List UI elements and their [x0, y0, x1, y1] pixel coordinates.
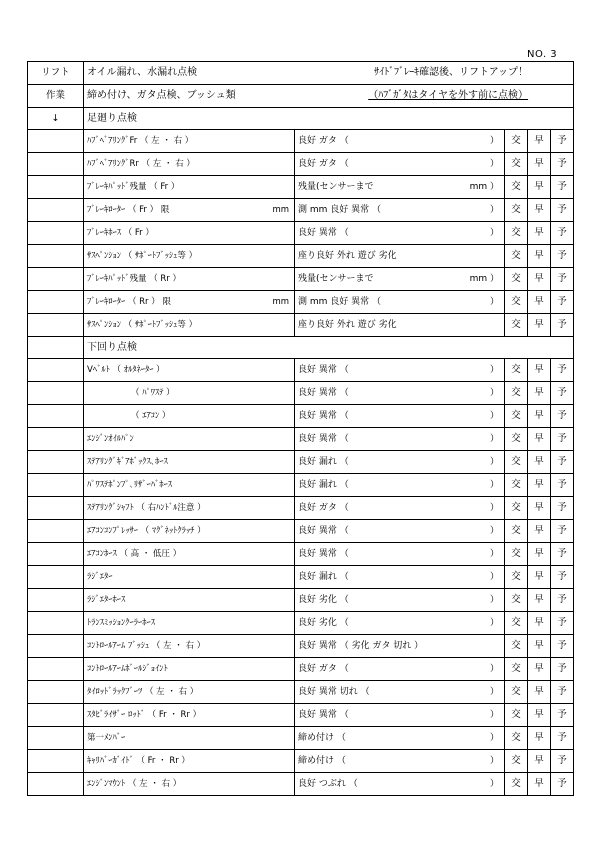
mark-reserve[interactable]: 予: [551, 589, 574, 612]
condition-cell: [295, 382, 505, 405]
item-name-cell: [84, 245, 295, 268]
mark-replace[interactable]: 交: [505, 153, 528, 176]
mark-replace[interactable]: 交: [505, 727, 528, 750]
checklist-row: [28, 773, 574, 796]
item-name-cell: [84, 199, 295, 222]
mark-early[interactable]: 早: [528, 314, 551, 337]
condition-cell: [295, 268, 505, 291]
item-name: ﾊﾌﾞﾍﾞｱﾘﾝｸﾞRr （ 左 ・ 右 ）: [87, 158, 195, 169]
condition-text: 良好 ガタ （: [298, 158, 349, 169]
condition-text: 測 mm 良好 異常 （: [298, 204, 381, 215]
condition-cell: [295, 520, 505, 543]
condition-cell: [295, 291, 505, 314]
mark-reserve[interactable]: 予: [551, 635, 574, 658]
condition-text: 締め付け （: [298, 755, 346, 766]
row-label-cell: [28, 337, 84, 359]
mark-reserve[interactable]: 予: [551, 199, 574, 222]
mark-early[interactable]: 早: [528, 773, 551, 796]
mark-reserve[interactable]: 予: [551, 405, 574, 428]
checklist-row: [28, 681, 574, 704]
row-label-cell: [28, 451, 84, 474]
mark-early[interactable]: 早: [528, 727, 551, 750]
checklist-row: [28, 750, 574, 773]
item-name: ｽﾀﾋﾞﾗｲｻﾞｰ ﾛｯﾄﾞ （ Fr ・ Rr ）: [87, 709, 202, 720]
item-name: ｴﾝｼﾞﾝｵｲﾙﾊﾟﾝ: [87, 433, 134, 444]
inspection-sheet: [27, 61, 574, 796]
condition-text: 良好 異常 （: [298, 410, 349, 421]
row-label-cell: [28, 612, 84, 635]
mark-replace[interactable]: 交: [505, 589, 528, 612]
checklist-row: [28, 543, 574, 566]
mark-early[interactable]: 早: [528, 589, 551, 612]
condition-close: ）: [489, 433, 499, 444]
condition-text: 良好 異常 （: [298, 364, 349, 375]
item-name: ﾊﾟﾜｽﾃﾎﾟﾝﾌﾟ､ﾘｻﾞｰﾊﾞﾎｰｽ: [87, 479, 173, 490]
row-label-cell: [28, 176, 84, 199]
mark-replace[interactable]: 交: [505, 474, 528, 497]
mark-reserve[interactable]: 予: [551, 543, 574, 566]
item-name-cell: [84, 635, 295, 658]
checklist-row: [28, 153, 574, 176]
condition-text: 良好 劣化 （: [298, 594, 349, 605]
row-label-cell: [28, 291, 84, 314]
mark-replace[interactable]: 交: [505, 222, 528, 245]
item-name-cell: [84, 612, 295, 635]
condition-close: ）: [489, 456, 499, 467]
row-label-cell: [28, 727, 84, 750]
mark-reserve[interactable]: 予: [551, 727, 574, 750]
condition-cell: [295, 222, 505, 245]
mark-early[interactable]: 早: [528, 704, 551, 727]
section-row-shitamawari: [28, 337, 574, 359]
condition-cell: [295, 474, 505, 497]
row-label-cell: [28, 222, 84, 245]
condition-cell: [295, 359, 505, 382]
mark-early[interactable]: 早: [528, 382, 551, 405]
checklist-row: [28, 314, 574, 337]
mark-reserve[interactable]: 予: [551, 704, 574, 727]
item-name-cell: [84, 359, 295, 382]
condition-close: ）: [489, 296, 499, 307]
condition-text: 良好 異常 （: [298, 433, 349, 444]
condition-text: 締め付け （: [298, 732, 346, 743]
row-label-cell: [28, 681, 84, 704]
condition-text: 良好 ガタ （: [298, 135, 349, 146]
mark-early[interactable]: 早: [528, 474, 551, 497]
row-label-cell: [28, 704, 84, 727]
header-label: リフト: [28, 62, 84, 85]
item-name-cell: [84, 704, 295, 727]
checklist-row: [28, 566, 574, 589]
condition-close: ）: [489, 227, 499, 238]
mark-early[interactable]: 早: [528, 153, 551, 176]
mark-reserve[interactable]: 予: [551, 428, 574, 451]
condition-close: ）: [489, 617, 499, 628]
item-name-cell: [84, 750, 295, 773]
item-name-cell: [84, 474, 295, 497]
mark-early[interactable]: 早: [528, 405, 551, 428]
condition-text: 残量(センサーまで: [298, 181, 374, 192]
checklist-row: [28, 222, 574, 245]
condition-close: ）: [489, 158, 499, 169]
item-name: ｻｽﾍﾟﾝｼｮﾝ （ ｻﾎﾟｰﾄﾌﾞｯｼｭ等 ）: [87, 250, 198, 261]
item-name-cell: [84, 314, 295, 337]
checklist-row: [28, 497, 574, 520]
item-name: ｽﾃｱﾘﾝｸﾞｼｬﾌﾄ （ 右ﾊﾝﾄﾞﾙ注意 ）: [87, 502, 206, 513]
row-label-cell: [28, 130, 84, 153]
condition-close: ）: [489, 479, 499, 490]
mark-early[interactable]: 早: [528, 681, 551, 704]
mark-reserve[interactable]: 予: [551, 222, 574, 245]
item-name-cell: [84, 589, 295, 612]
item-name-cell: [84, 291, 295, 314]
item-name-cell: [84, 176, 295, 199]
mark-early[interactable]: 早: [528, 612, 551, 635]
mark-early[interactable]: 早: [528, 451, 551, 474]
row-label-cell: [28, 497, 84, 520]
mark-reserve[interactable]: 予: [551, 245, 574, 268]
row-label-cell: [28, 750, 84, 773]
mark-replace[interactable]: 交: [505, 268, 528, 291]
item-name-cell: [84, 405, 295, 428]
header-text-left: 締め付け、ガタ点検、ブッシュ類: [87, 90, 236, 101]
condition-close: ）: [489, 571, 499, 582]
row-label-cell: [28, 359, 84, 382]
mark-early[interactable]: 早: [528, 268, 551, 291]
mark-reserve[interactable]: 予: [551, 130, 574, 153]
mark-replace[interactable]: 交: [505, 681, 528, 704]
item-name: ｻｽﾍﾟﾝｼｮﾝ （ ｻﾎﾟｰﾄﾌﾞｯｼｭ等 ）: [87, 319, 198, 330]
item-name: ﾗｼﾞｴﾀｰﾎｰｽ: [87, 594, 126, 605]
item-name-cell: [84, 681, 295, 704]
condition-text: 測 mm 良好 異常 （: [298, 296, 381, 307]
item-name-cell: [84, 451, 295, 474]
checklist-row: [28, 635, 574, 658]
item-unit: mm: [272, 296, 289, 307]
mark-early[interactable]: 早: [528, 245, 551, 268]
item-name-cell: [84, 543, 295, 566]
item-name-cell: [84, 520, 295, 543]
condition-cell: [295, 589, 505, 612]
checklist-row: [28, 268, 574, 291]
header-text-left: オイル漏れ、水漏れ点検: [87, 67, 198, 78]
checklist-row: [28, 589, 574, 612]
mark-replace[interactable]: 交: [505, 773, 528, 796]
checklist-row: [28, 727, 574, 750]
item-name: ｴﾝｼﾞﾝﾏｳﾝﾄ （ 左 ・ 右 ）: [87, 778, 182, 789]
condition-close: mm ）: [469, 273, 499, 284]
condition-close: ）: [489, 709, 499, 720]
condition-text: 良好 異常 （: [298, 525, 349, 536]
condition-text: 良好 異常 （ 劣化 ガタ 切れ ）: [298, 640, 424, 651]
row-label-cell: [28, 773, 84, 796]
condition-close: ）: [489, 686, 499, 697]
condition-text: 良好 漏れ （: [298, 456, 349, 467]
condition-cell: [295, 566, 505, 589]
item-name: 第一ﾒﾝﾊﾞｰ: [87, 732, 126, 743]
row-label-cell: [28, 428, 84, 451]
condition-text: 良好 異常 （: [298, 227, 349, 238]
condition-cell: [295, 704, 505, 727]
row-label-cell: [28, 268, 84, 291]
condition-cell: [295, 612, 505, 635]
condition-cell: [295, 773, 505, 796]
mark-replace[interactable]: 交: [505, 543, 528, 566]
condition-text: 良好 劣化 （: [298, 617, 349, 628]
mark-replace[interactable]: 交: [505, 176, 528, 199]
mark-replace[interactable]: 交: [505, 566, 528, 589]
condition-text: 良好 異常 （: [298, 387, 349, 398]
mark-reserve[interactable]: 予: [551, 681, 574, 704]
row-label-cell: [28, 474, 84, 497]
mark-reserve[interactable]: 予: [551, 612, 574, 635]
item-name: ﾌﾞﾚｰｷﾊﾟｯﾄﾞ残量 （ Rr ）: [87, 273, 182, 284]
condition-cell: [295, 727, 505, 750]
condition-cell: [295, 658, 505, 681]
mark-early[interactable]: 早: [528, 428, 551, 451]
item-name: ﾌﾞﾚｰｷﾊﾟｯﾄﾞ残量 （ Fr ）: [87, 181, 180, 192]
item-name-cell: [84, 773, 295, 796]
condition-cell: [295, 130, 505, 153]
mark-reserve[interactable]: 予: [551, 176, 574, 199]
header-row-lift: [28, 62, 574, 85]
row-label-cell: [28, 635, 84, 658]
item-name: ﾌﾞﾚｰｷﾎｰｽ （ Fr ）: [87, 227, 154, 238]
mark-reserve[interactable]: 予: [551, 750, 574, 773]
item-name: （ ｴｱｺﾝ ）: [131, 410, 171, 421]
condition-cell: [295, 750, 505, 773]
checklist-row: [28, 130, 574, 153]
item-name-cell: [84, 222, 295, 245]
condition-close: ）: [489, 755, 499, 766]
item-name: ｴｱｺﾝﾎｰｽ （ 高 ・ 低圧 ）: [87, 548, 182, 559]
item-name-cell: [84, 153, 295, 176]
mark-early[interactable]: 早: [528, 497, 551, 520]
item-name: ｺﾝﾄﾛｰﾙｱｰﾑ ﾌﾞｯｼｭ （ 左 ・ 右 ）: [87, 640, 206, 651]
condition-cell: [295, 428, 505, 451]
condition-text: 残量(センサーまで: [298, 273, 374, 284]
condition-cell: [295, 245, 505, 268]
mark-reserve[interactable]: 予: [551, 291, 574, 314]
page-number: NO. 3: [527, 49, 558, 60]
header-row-work: [28, 85, 574, 108]
mark-early[interactable]: 早: [528, 658, 551, 681]
condition-cell: [295, 199, 505, 222]
condition-text: 良好 ガタ （: [298, 663, 349, 674]
mark-early[interactable]: 早: [528, 543, 551, 566]
mark-reserve[interactable]: 予: [551, 566, 574, 589]
condition-cell: [295, 497, 505, 520]
mark-reserve[interactable]: 予: [551, 474, 574, 497]
item-name-cell: [84, 566, 295, 589]
mark-replace[interactable]: 交: [505, 497, 528, 520]
header-note: （ﾊﾌﾞｶﾞﾀはタイヤを外す前に点検）: [368, 90, 529, 101]
condition-text: 良好 つぶれ （: [298, 778, 358, 789]
checklist-row: [28, 291, 574, 314]
checklist-row: [28, 405, 574, 428]
mark-reserve[interactable]: 予: [551, 520, 574, 543]
condition-close: ）: [489, 387, 499, 398]
mark-replace[interactable]: 交: [505, 405, 528, 428]
item-name-cell: [84, 658, 295, 681]
mark-replace[interactable]: 交: [505, 635, 528, 658]
item-name: ﾌﾞﾚｰｷﾛｰﾀｰ （ Rr ） 限: [87, 296, 171, 307]
condition-close: ）: [489, 502, 499, 513]
header-label: 作業: [28, 85, 84, 108]
item-name: ﾀｲﾛｯﾄﾞﾗｯｸﾌﾞｰﾂ （ 左 ・ 右 ）: [87, 686, 199, 697]
item-name: ﾊﾌﾞﾍﾞｱﾘﾝｸﾞFr （ 左 ・ 右 ）: [87, 135, 194, 146]
mark-reserve[interactable]: 予: [551, 153, 574, 176]
condition-cell: [295, 451, 505, 474]
checklist-row: [28, 704, 574, 727]
mark-replace[interactable]: 交: [505, 428, 528, 451]
mark-reserve[interactable]: 予: [551, 314, 574, 337]
condition-text: 良好 異常 切れ （: [298, 686, 370, 697]
section-title: 足廻り点検: [84, 108, 574, 130]
mark-reserve[interactable]: 予: [551, 658, 574, 681]
row-label-cell: [28, 245, 84, 268]
condition-text: 良好 異常 （: [298, 709, 349, 720]
checklist-row: [28, 428, 574, 451]
mark-replace[interactable]: 交: [505, 291, 528, 314]
mark-early[interactable]: 早: [528, 291, 551, 314]
section-title: 下回り点検: [84, 337, 574, 359]
mark-replace[interactable]: 交: [505, 314, 528, 337]
mark-early[interactable]: 早: [528, 176, 551, 199]
item-name-cell: [84, 268, 295, 291]
mark-replace[interactable]: 交: [505, 750, 528, 773]
condition-text: 良好 漏れ （: [298, 571, 349, 582]
mark-reserve[interactable]: 予: [551, 382, 574, 405]
item-name-cell: [84, 130, 295, 153]
row-label-cell: [28, 589, 84, 612]
item-name: ｴｱｺﾝｺﾝﾌﾟﾚｯｻｰ （ ﾏｸﾞﾈｯﾄｸﾗｯﾁ ）: [87, 525, 206, 536]
mark-early[interactable]: 早: [528, 520, 551, 543]
down-arrow-icon: ↓: [28, 108, 84, 130]
checklist-row: [28, 176, 574, 199]
condition-cell: [295, 635, 505, 658]
checklist-row: [28, 658, 574, 681]
condition-close: ）: [489, 364, 499, 375]
condition-text: 座り良好 外れ 遊び 劣化: [298, 319, 397, 330]
mark-reserve[interactable]: 予: [551, 268, 574, 291]
header-text-right: ｻｲﾄﾞﾌﾞﾚｰｷ確認後、リフトアップ！: [374, 67, 529, 78]
item-name-cell: [84, 382, 295, 405]
condition-close: ）: [489, 594, 499, 605]
mark-replace[interactable]: 交: [505, 199, 528, 222]
mark-replace[interactable]: 交: [505, 359, 528, 382]
item-name: ﾗｼﾞｴﾀｰ: [87, 571, 113, 582]
condition-cell: [295, 405, 505, 428]
checklist-row: [28, 359, 574, 382]
mark-replace[interactable]: 交: [505, 245, 528, 268]
item-name: ﾄﾗﾝｽﾐｯｼｮﾝｸｰﾗｰﾎｰｽ: [87, 617, 156, 628]
mark-early[interactable]: 早: [528, 222, 551, 245]
mark-early[interactable]: 早: [528, 199, 551, 222]
item-name-cell: [84, 727, 295, 750]
mark-replace[interactable]: 交: [505, 704, 528, 727]
condition-close: ）: [489, 135, 499, 146]
row-label-cell: [28, 520, 84, 543]
mark-replace[interactable]: 交: [505, 520, 528, 543]
condition-text: 良好 ガタ （: [298, 502, 349, 513]
condition-close: ）: [489, 525, 499, 536]
item-name-cell: [84, 428, 295, 451]
condition-text: 座り良好 外れ 遊び 劣化: [298, 250, 397, 261]
mark-replace[interactable]: 交: [505, 130, 528, 153]
mark-early[interactable]: 早: [528, 566, 551, 589]
mark-early[interactable]: 早: [528, 359, 551, 382]
condition-text: 良好 漏れ （: [298, 479, 349, 490]
condition-close: mm ）: [469, 181, 499, 192]
condition-close: ）: [489, 732, 499, 743]
mark-reserve[interactable]: 予: [551, 359, 574, 382]
condition-cell: [295, 314, 505, 337]
mark-replace[interactable]: 交: [505, 658, 528, 681]
item-unit: mm: [272, 204, 289, 215]
row-label-cell: [28, 658, 84, 681]
row-label-cell: [28, 543, 84, 566]
mark-replace[interactable]: 交: [505, 382, 528, 405]
mark-reserve[interactable]: 予: [551, 451, 574, 474]
item-name: ｽﾃｱﾘﾝｸﾞｷﾞｱﾎﾞｯｸｽ､ﾎｰｽ: [87, 456, 168, 467]
condition-close: ）: [489, 410, 499, 421]
checklist-row: [28, 520, 574, 543]
mark-early[interactable]: 早: [528, 750, 551, 773]
mark-early[interactable]: 早: [528, 130, 551, 153]
condition-cell: [295, 176, 505, 199]
checklist-row: [28, 199, 574, 222]
item-name: ﾌﾞﾚｰｷﾛｰﾀｰ （ Fr ） 限: [87, 204, 170, 215]
condition-cell: [295, 543, 505, 566]
mark-replace[interactable]: 交: [505, 451, 528, 474]
item-name: （ ﾊﾟﾜｽﾃ ）: [131, 387, 175, 398]
row-label-cell: [28, 566, 84, 589]
item-name: ｺﾝﾄﾛｰﾙｱｰﾑﾎﾞｰﾙｼﾞｮｲﾝﾄ: [87, 663, 168, 674]
row-label-cell: [28, 153, 84, 176]
section-row-ashimawari: [28, 108, 574, 130]
condition-close: ）: [489, 204, 499, 215]
row-label-cell: [28, 405, 84, 428]
condition-cell: [295, 681, 505, 704]
item-name: ｷｬﾘﾊﾞｰｶﾞｲﾄﾞ （ Fr ・ Rr ）: [87, 755, 190, 766]
row-label-cell: [28, 382, 84, 405]
condition-text: 良好 異常 （: [298, 548, 349, 559]
checklist-row: [28, 612, 574, 635]
mark-early[interactable]: 早: [528, 635, 551, 658]
condition-close: ）: [489, 778, 499, 789]
checklist-row: [28, 245, 574, 268]
condition-close: ）: [489, 663, 499, 674]
checklist-row: [28, 474, 574, 497]
mark-reserve[interactable]: 予: [551, 773, 574, 796]
item-name: Vﾍﾞﾙﾄ （ ｵﾙﾀﾈｰﾀｰ ）: [87, 364, 165, 375]
item-name-cell: [84, 497, 295, 520]
row-label-cell: [28, 199, 84, 222]
row-label-cell: [28, 314, 84, 337]
condition-cell: [295, 153, 505, 176]
mark-replace[interactable]: 交: [505, 612, 528, 635]
condition-close: ）: [489, 548, 499, 559]
mark-reserve[interactable]: 予: [551, 497, 574, 520]
checklist-row: [28, 451, 574, 474]
checklist-row: [28, 382, 574, 405]
